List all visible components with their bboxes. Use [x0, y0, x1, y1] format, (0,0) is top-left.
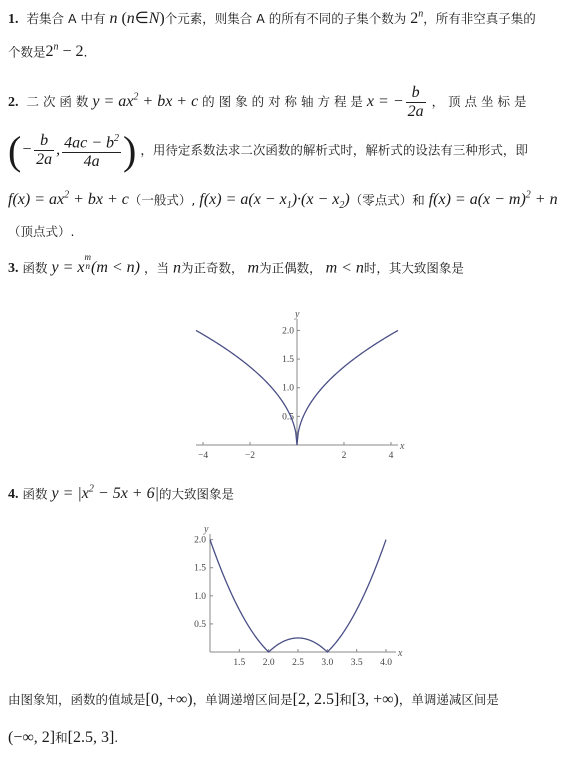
- chart1-ytick-label: 1.0: [282, 383, 294, 394]
- p3-math-m: m: [247, 259, 260, 277]
- p1-text-c: ，所有非空真子集的: [423, 11, 536, 26]
- chart2-xtick-label: 2.5: [292, 658, 304, 668]
- chart1-ytick-label: 2.0: [282, 326, 294, 337]
- p3-line1: [8, 252, 570, 277]
- p3-text-d: 为正偶数，: [259, 260, 322, 276]
- p3-text-c: 为正奇数，: [181, 260, 244, 276]
- p1-math-n: n: [109, 10, 118, 27]
- p4-math-function: $y = |x^2 - 5x + 6|$: [51, 484, 159, 503]
- chart1-ytick-label: 1.5: [282, 355, 294, 366]
- p3-math-function: $y = x^{m n}(m < n)$: [51, 252, 141, 277]
- p3-math-n: n: [173, 259, 181, 277]
- chart2-series-line: [210, 540, 386, 652]
- chart1-xtick-label: 2: [341, 451, 347, 461]
- chart2-xtick-label: 2.0: [262, 658, 275, 668]
- chart2-ytick-label: 1.5: [194, 563, 206, 574]
- p2-math-quadratic: $y = ax^2$ + bx + c: [92, 91, 199, 111]
- p2-math-vertex-form: $f(x) = a(x - m)^2 + n$: [428, 190, 558, 209]
- chart2-xtick-label: 3.5: [350, 658, 363, 668]
- chart1-x-label: x: [400, 441, 405, 452]
- p4-text-a: 函数: [22, 486, 48, 502]
- chart2-xtick-label: 4.0: [380, 658, 392, 668]
- p2-line2: (− $\frac{b}{2a}$ , $\frac{4ac - b^2}{4a}$ ) ，用待定系数法求二次函数的解析式时，解析式的设法有三种形式，即: [8, 127, 528, 173]
- chart1-axes: [196, 309, 405, 452]
- p5-math-range: [0, +∞): [145, 691, 193, 708]
- p5-math-dec2: [2.5, 3]: [67, 729, 115, 746]
- chart2-xtick-label: 3.0: [321, 658, 334, 668]
- chart1-y-label: y: [295, 309, 300, 320]
- p2-vertex-label: （顶点式）.: [8, 224, 75, 239]
- p3-text-e: 时，其大致图象是: [363, 260, 464, 276]
- p1-number: 1.: [8, 12, 19, 27]
- p5-text-c: 和: [339, 692, 352, 707]
- p2-line3: $f(x) = ax^2$ + bx + c（一般式）, $f(x) = a(x - x_1)\cdot(x - x_2)$（零点式）和 $f(x) = a(x - m)^2 + n$: [8, 190, 558, 212]
- p2-math-general: $f(x) = ax^2$ + bx + c: [8, 190, 129, 209]
- chart2-series: [210, 540, 386, 652]
- chart2-ticks: [194, 536, 392, 668]
- chart2-ytick-label: 0.5: [194, 619, 206, 630]
- p5-text-f: .: [114, 730, 119, 745]
- p2-number: 2.: [8, 95, 19, 111]
- p2-text-a: 二 次 函 数: [26, 94, 89, 110]
- p2-line1: [8, 84, 570, 121]
- chart-root-power-function: [186, 305, 412, 467]
- p1-line1: [8, 8, 570, 28]
- p2-text-b: 的 图 象 的 对 称 轴 方 程 是: [202, 94, 363, 110]
- p5-math-inc1: [2, 2.5]: [292, 691, 340, 708]
- chart2-xtick-label: 1.5: [233, 658, 246, 668]
- p1-line2: 个数是$2^n - 2$.: [8, 42, 88, 61]
- p1-text-b: 个元素，则集合 A 的所有不同的子集个数为: [164, 11, 407, 26]
- p4-text-b: 的大致图象是: [159, 486, 235, 502]
- chart-abs-quadratic: [186, 520, 412, 670]
- p5-math-dec1: (−∞, 2]: [8, 729, 56, 746]
- p2-zero-label: （零点式）和: [349, 192, 425, 208]
- p3-text-a: 函数: [22, 260, 48, 276]
- p2-general-label: （一般式）: [128, 192, 192, 208]
- chart1-ticks: [198, 326, 394, 461]
- p1-text-d: 个数是: [8, 44, 46, 60]
- p5-text-e: 和: [55, 730, 68, 745]
- p5-text-b: ，单调递增区间是: [192, 692, 293, 707]
- chart2-y-label: y: [204, 524, 209, 535]
- p4-line1: [8, 484, 570, 503]
- chart2-ytick-label: 2.0: [194, 535, 206, 546]
- p2-text-c: ， 顶 点 坐 标 是: [431, 94, 527, 110]
- p1-math-2n: 2$^n$: [410, 8, 424, 27]
- p5-math-inc2: [3, +∞): [351, 691, 399, 708]
- p2-text-d: ，用待定系数法求二次函数的解析式时，解析式的设法有三种形式，即: [140, 142, 528, 158]
- p4-number: 4.: [8, 487, 19, 503]
- p2-math-axis: x = − $\frac{b}{2a}$: [366, 84, 424, 120]
- chart1-ytick-label: 0.5: [282, 412, 294, 423]
- p1-math-answer: $2^n - 2$: [45, 42, 84, 61]
- chart2-x-label: x: [398, 648, 403, 659]
- p3-math-ineq: m < n: [325, 259, 364, 277]
- p2-math-zero: $f(x) = a(x - x_1)\cdot(x - x_2)$: [199, 191, 350, 212]
- p1-text-a: 若集合 A 中有: [22, 11, 106, 26]
- p5-text-a: 由图象知，函数的值域是: [8, 692, 146, 707]
- p5-line1: [8, 690, 570, 709]
- chart2-ytick-label: 1.0: [194, 591, 206, 602]
- p2-line4: [8, 222, 570, 240]
- p5-line2: [8, 728, 570, 747]
- p2-math-vertex: − $\frac{b}{2a}$ , $\frac{4ac - b^2}{4a}$: [21, 141, 123, 158]
- chart1-xtick-label: −2: [244, 451, 256, 461]
- p3-number: 3.: [8, 261, 19, 277]
- p3-text-b: ，当: [144, 260, 170, 276]
- chart1-xtick-label: 4: [388, 451, 394, 461]
- chart1-xtick-label: −4: [197, 451, 209, 461]
- p1-math-condition: (n∈N): [121, 10, 165, 27]
- p5-text-d: ，单调递减区间是: [398, 692, 499, 707]
